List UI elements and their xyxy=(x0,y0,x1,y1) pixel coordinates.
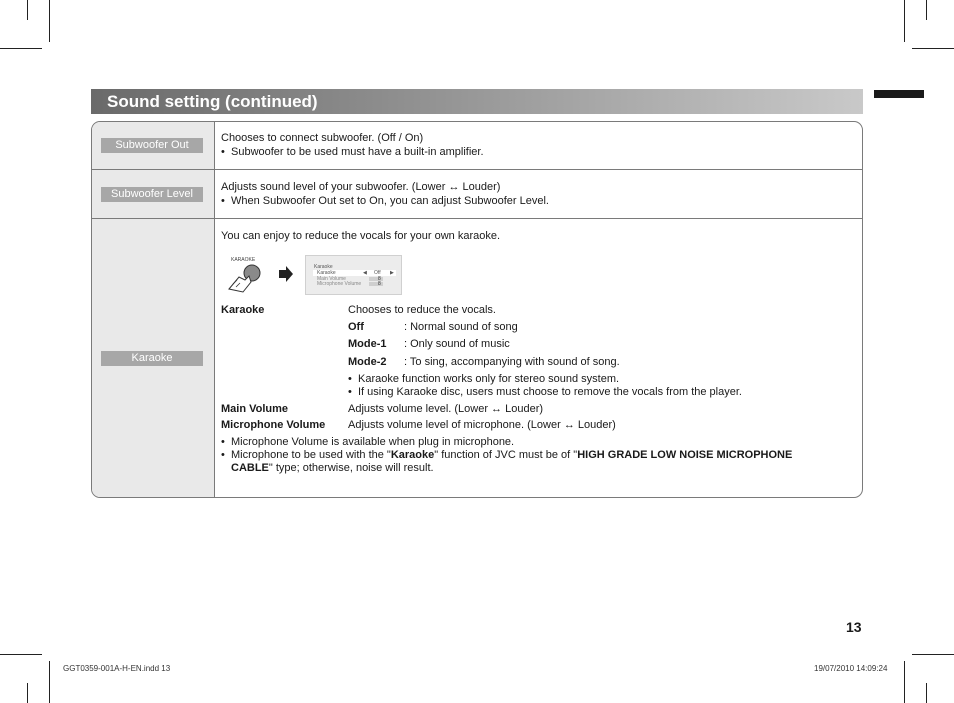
row-divider xyxy=(92,169,862,170)
crop-mark xyxy=(0,654,42,655)
karaoke-menu-screen xyxy=(305,255,402,295)
karaoke-remote-button-icon xyxy=(225,256,270,294)
note-bold-cable: CABLE xyxy=(231,462,269,474)
bullet-glyph: • xyxy=(348,373,352,385)
section-header xyxy=(91,89,863,114)
crop-mark xyxy=(912,654,954,655)
bullet-text xyxy=(231,449,792,462)
bullet-text: Microphone Volume is available when plug in microphone. xyxy=(231,436,515,448)
mode-1-name: Mode-1 xyxy=(348,338,387,350)
karaoke-intro: You can enjoy to reduce the vocals for your own karaoke. xyxy=(221,230,501,242)
note-text: " function of JVC must be of " xyxy=(434,449,578,461)
screen-row-mic-volume: Microphone Volume xyxy=(317,281,362,287)
note-text: " type; otherwise, noise will result. xyxy=(268,462,434,474)
crop-mark xyxy=(912,48,954,49)
subwoofer-level-desc: Adjusts sound level of your subwoofer. (Lower ↔ Louder) xyxy=(221,181,501,193)
page-number: 13 xyxy=(846,619,862,635)
bullet-glyph: • xyxy=(221,436,225,448)
screen-row-karaoke-value: Off xyxy=(374,270,381,276)
section-title: Sound setting (continued) xyxy=(107,92,318,111)
crop-mark xyxy=(904,0,905,42)
settings-table xyxy=(91,121,863,498)
mode-2-desc: : To sing, accompanying with sound of song. xyxy=(404,356,620,368)
subwoofer-level-label: Subwoofer Level xyxy=(101,187,203,202)
bullet-text: When Subwoofer Out set to On, you can adjust Subwoofer Level. xyxy=(231,195,549,207)
bullet-text: Karaoke function works only for stereo sound system. xyxy=(358,373,620,385)
screen-left-arrow: ◀ xyxy=(363,270,367,276)
bullet-text: If using Karaoke disc, users must choose to remove the vocals from the player. xyxy=(358,386,742,398)
screen-row-mic-volume-value: 8 xyxy=(378,281,381,287)
note-bold-cable-type: HIGH GRADE LOW NOISE MICROPHONE xyxy=(577,449,793,461)
subwoofer-out-label: Subwoofer Out xyxy=(101,138,203,153)
bullet-glyph: • xyxy=(348,386,352,398)
mode-off-desc: : Normal sound of song xyxy=(404,321,518,333)
remote-button-label: KARAOKE xyxy=(231,257,256,263)
screen-row-main-volume: Main Volume xyxy=(317,276,346,282)
crop-mark xyxy=(904,661,905,703)
chapter-tab-marker xyxy=(874,90,924,98)
screen-row-karaoke: Karaoke xyxy=(317,270,336,276)
screen-title: Karaoke xyxy=(314,264,333,270)
mode-1-desc: : Only sound of music xyxy=(404,338,510,350)
bullet-glyph: • xyxy=(221,449,225,461)
main-volume-desc: Adjusts volume level. (Lower ↔ Louder) xyxy=(348,403,544,415)
bullet-glyph: • xyxy=(221,146,225,158)
right-arrow-icon xyxy=(279,266,293,282)
footer-file-info: GGT0359-001A-H-EN.indd 13 xyxy=(63,664,171,673)
screen-right-arrow: ▶ xyxy=(390,270,394,276)
crop-mark xyxy=(49,0,50,42)
note-text: Microphone to be used with the " xyxy=(231,449,391,461)
row-divider xyxy=(92,218,862,219)
bullet-text: Subwoofer to be used must have a built-in amplifier. xyxy=(231,146,484,158)
karaoke-term: Karaoke xyxy=(221,304,265,316)
crop-mark xyxy=(926,683,927,703)
crop-mark xyxy=(49,661,50,703)
bullet-text xyxy=(231,462,434,475)
crop-mark xyxy=(27,0,28,20)
crop-mark xyxy=(0,48,42,49)
screen-row-main-volume-value: 8 xyxy=(378,276,381,282)
main-volume-term: Main Volume xyxy=(221,403,289,415)
mic-volume-desc: Adjusts volume level of microphone. (Lower ↔ Louder) xyxy=(348,419,616,431)
subwoofer-out-desc: Chooses to connect subwoofer. (Off / On) xyxy=(221,132,424,144)
karaoke-label: Karaoke xyxy=(101,351,203,366)
crop-mark xyxy=(926,0,927,20)
note-bold-karaoke: Karaoke xyxy=(390,449,435,461)
mode-2-name: Mode-2 xyxy=(348,356,387,368)
karaoke-term-desc: Chooses to reduce the vocals. xyxy=(348,304,496,316)
footer-timestamp: 19/07/2010 14:09:24 xyxy=(814,664,888,673)
mode-off-name: Off xyxy=(348,321,364,333)
label-column xyxy=(92,122,215,497)
bullet-glyph: • xyxy=(221,195,225,207)
mic-volume-term: Microphone Volume xyxy=(221,419,326,431)
crop-mark xyxy=(27,683,28,703)
